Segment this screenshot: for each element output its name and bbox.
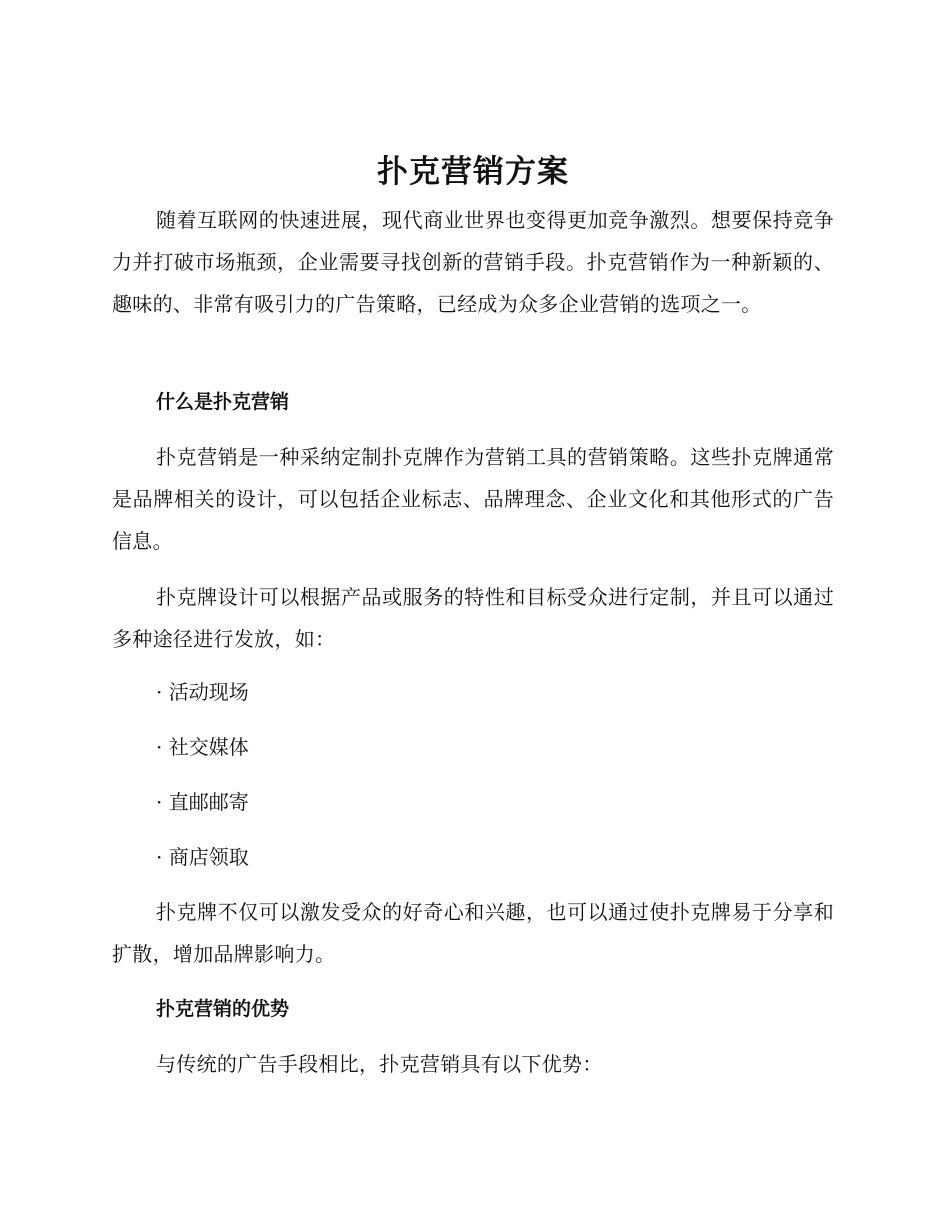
advantages-intro-paragraph: 与传统的广告手段相比，扑克营销具有以下优势：: [156, 1052, 603, 1076]
bullet-item: · 活动现场: [156, 680, 249, 704]
document-title: 扑克营销方案: [377, 154, 569, 190]
definition-paragraph: 扑克营销是一种采纳定制扑克牌作为营销工具的营销策略。这些扑克牌通常是品牌相关的设计，可以包括企业标志、品牌理念、企业文化和其他形式的广告信息。: [112, 445, 834, 553]
distribution-paragraph: 扑克牌设计可以根据产品或服务的特性和目标受众进行定制，并且可以通过多种途径进行发放，如：: [112, 585, 834, 651]
bullet-item: · 直邮邮寄: [156, 790, 249, 814]
intro-paragraph: 随着互联网的快速进展，现代商业世界也变得更加竞争激烈。想要保持竞争力并打破市场瓶颈，企业需要寻找创新的营销手段。扑克营销作为一种新颖的、趣味的、非常有吸引力的广告策略，已经成为众多企业营销的选项之一。: [112, 208, 834, 316]
bullet-item: · 社交媒体: [156, 735, 249, 759]
section-heading-what-is: 什么是扑克营销: [156, 391, 290, 413]
section-heading-advantages: 扑克营销的优势: [156, 998, 290, 1020]
document-page: [112, 0, 834, 1230]
bullet-item: · 商店领取: [156, 845, 249, 869]
influence-paragraph: 扑克牌不仅可以激发受众的好奇心和兴趣，也可以通过使扑克牌易于分享和扩散，增加品牌影响力。: [112, 900, 834, 966]
